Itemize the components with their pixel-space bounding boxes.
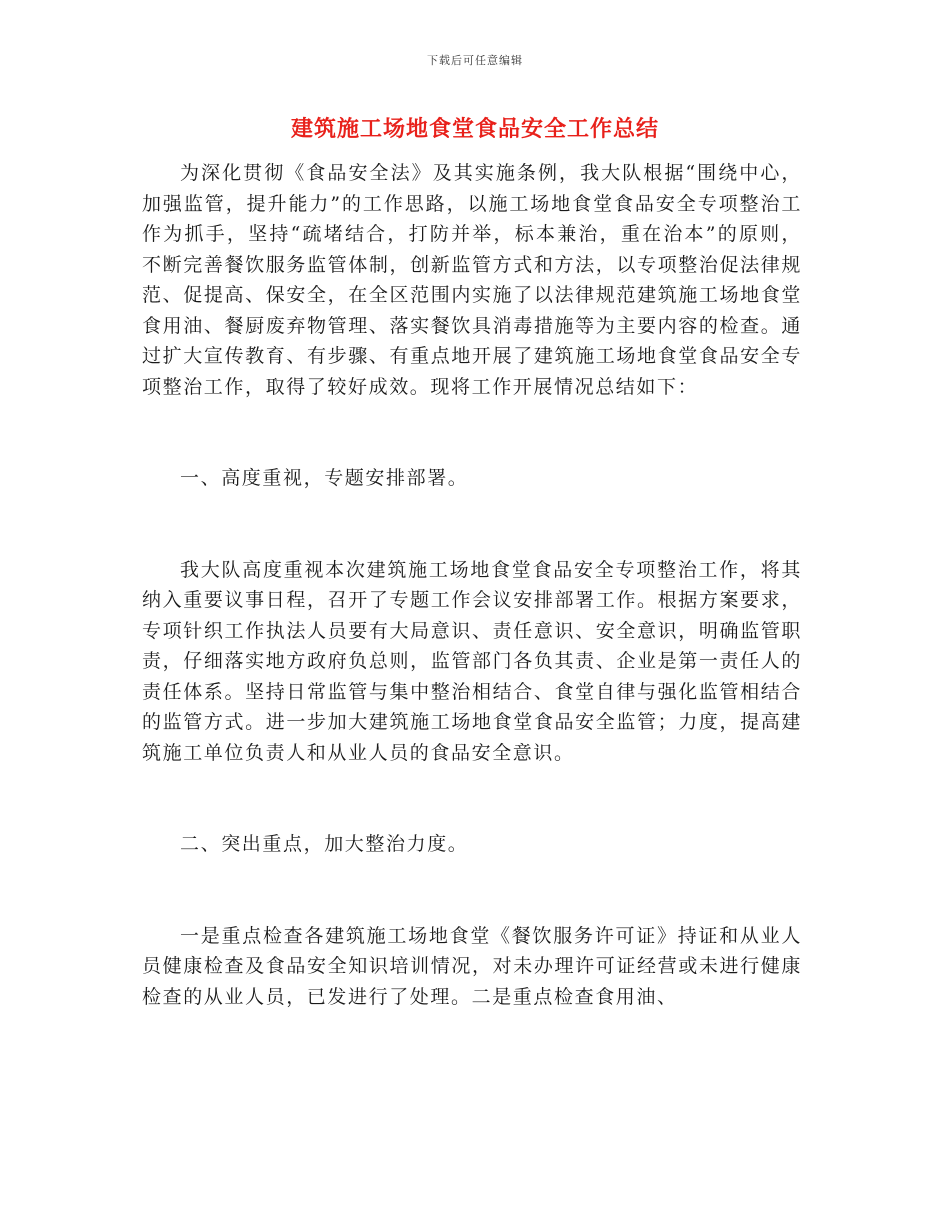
- section-heading-1: 一、高度重视，专题安排部署。: [180, 467, 469, 489]
- paragraph-section-2: 一是重点检查各建筑施工场地食堂《餐饮服务许可证》持证和从业人员健康检查及食品安全知识培训情况，对未办理许可证经营或未进行健康检查的从业人员，已发进行了处理。二是重点检查食用油、: [142, 924, 802, 1008]
- paragraph-section-1: 我大队高度重视本次建筑施工场地食堂食品安全专项整治工作，将其纳入重要议事日程，召开了专题工作会议安排部署工作。根据方案要求，专项针织工作执法人员要有大局意识、责任意识、安全意识，明确监管职责，仔细落实地方政府负总则，监管部门各负其责、企业是第一责任人的责任体系。坚持日常监管与集中整治相结合、食堂自律与强化监管相结合的监管方式。进一步加大建筑施工场地食堂食品安全监管；力度，提高建筑施工单位负责人和从业人员的食品安全意识。: [142, 558, 802, 764]
- section-heading-2: 二、突出重点，加大整治力度。: [180, 833, 469, 855]
- page-header-note: 下载后可任意编辑: [427, 54, 523, 67]
- document-title: 建筑施工场地食堂食品安全工作总结: [290, 116, 659, 142]
- document-body: [142, 158, 802, 1012]
- paragraph-intro: 为深化贯彻《食品安全法》及其实施条例，我大队根据“围绕中心，加强监管，提升能力”的工作思路，以施工场地食堂食品安全专项整治工作为抓手，坚持“疏堵结合，打防并举，标本兼治，重在治本”的原则，不断完善餐饮服务监管体制，创新监管方式和方法，以专项整治促法律规范、促提高、保安全，在全区范围内实施了以法律规范建筑施工场地食堂食用油、餐厨废弃物管理、落实餐饮具消毒措施等为主要内容的检查。通过扩大宣传教育、有步骤、有重点地开展了建筑施工场地食堂食品安全专项整治工作，取得了较好成效。现将工作开展情况总结如下：: [142, 162, 802, 398]
